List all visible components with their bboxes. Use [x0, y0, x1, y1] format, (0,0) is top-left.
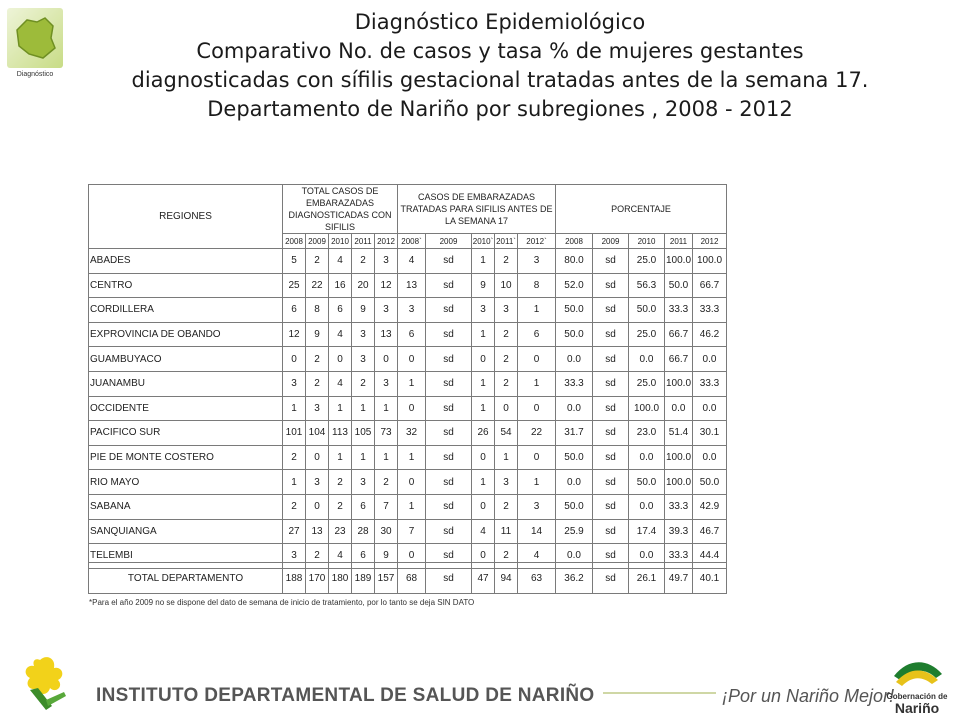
table-cell: 11 [495, 519, 518, 544]
table-cell: 3 [518, 249, 556, 274]
table-cell: sd [593, 421, 629, 446]
table-cell: 3 [283, 544, 306, 569]
table-cell: 1 [495, 445, 518, 470]
table-cell: 66.7 [665, 322, 693, 347]
table-cell: 0 [306, 494, 329, 519]
table-cell: 0 [398, 544, 426, 569]
table-cell: 17.4 [629, 519, 665, 544]
table-cell: sd [593, 347, 629, 372]
table-cell: 27 [283, 519, 306, 544]
table-cell: 3 [518, 494, 556, 519]
table-cell: 3 [375, 371, 398, 396]
table-cell: sd [426, 470, 472, 495]
table-cell: 113 [329, 421, 352, 446]
footer-slogan: ¡Por un Nariño Mejor! [716, 686, 900, 707]
table-cell: 6 [518, 322, 556, 347]
year-header: 2012 [693, 234, 727, 249]
table-cell: 9 [375, 544, 398, 569]
table-cell: 22 [306, 273, 329, 298]
table-cell: 7 [375, 494, 398, 519]
table-cell: 1 [472, 249, 495, 274]
gobernacion-logo-text: Gobernación de Nariño [886, 692, 948, 716]
total-label: TOTAL DEPARTAMENTO [89, 563, 283, 594]
table-cell: 0.0 [556, 544, 593, 569]
table-cell: 23 [329, 519, 352, 544]
table-row [89, 273, 727, 298]
diagnostico-logo [7, 8, 63, 68]
table-cell: sd [593, 273, 629, 298]
table-cell: 22 [518, 421, 556, 446]
table-row [89, 396, 727, 421]
table-cell: 3 [375, 298, 398, 323]
table-cell: 50.0 [556, 322, 593, 347]
table-cell: 3 [352, 322, 375, 347]
region-name: SANQUIANGA [89, 519, 283, 544]
table-cell: 6 [352, 544, 375, 569]
table-cell: 66.7 [665, 347, 693, 372]
table-cell: 2 [375, 470, 398, 495]
table-cell: sd [593, 322, 629, 347]
table-cell: sd [426, 298, 472, 323]
total-cell: 47 [472, 563, 495, 594]
table-cell: 0 [518, 396, 556, 421]
table-cell: 2 [495, 494, 518, 519]
table-cell: 50.0 [556, 298, 593, 323]
table-cell: 1 [472, 371, 495, 396]
total-cell: 188 [283, 563, 306, 594]
table-row [89, 322, 727, 347]
table-cell: 56.3 [629, 273, 665, 298]
table-cell: sd [426, 322, 472, 347]
region-name: RIO MAYO [89, 470, 283, 495]
total-cell: 68 [398, 563, 426, 594]
table-cell: 3 [398, 298, 426, 323]
table-cell: sd [426, 544, 472, 569]
table-cell: 1 [352, 396, 375, 421]
table-cell: 20 [352, 273, 375, 298]
table-cell: 1 [518, 298, 556, 323]
table-cell: 30.1 [693, 421, 727, 446]
table-cell: 100.0 [665, 445, 693, 470]
year-header: 2009 [593, 234, 629, 249]
year-header: 2012 [375, 234, 398, 249]
total-cell: 180 [329, 563, 352, 594]
table-cell: 10 [495, 273, 518, 298]
table-row [89, 347, 727, 372]
table-cell: 33.3 [693, 371, 727, 396]
total-cell: sd [426, 563, 472, 594]
table-cell: sd [593, 544, 629, 569]
table-cell: 1 [398, 445, 426, 470]
table-cell: 0.0 [629, 347, 665, 372]
table-cell: 66.7 [693, 273, 727, 298]
table-cell: 2 [352, 249, 375, 274]
table-cell: 3 [352, 347, 375, 372]
total-cell: 63 [518, 563, 556, 594]
table-cell: 50.0 [693, 470, 727, 495]
table-cell: 0.0 [665, 396, 693, 421]
table-cell: 3 [306, 396, 329, 421]
table-row [89, 249, 727, 274]
table-cell: 1 [329, 396, 352, 421]
table-cell: 50.0 [556, 494, 593, 519]
total-cell: 26.1 [629, 563, 665, 594]
region-name: CORDILLERA [89, 298, 283, 323]
title-line-1: Diagnóstico Epidemiológico [354, 10, 646, 34]
table-cell: 73 [375, 421, 398, 446]
table-cell: 1 [518, 470, 556, 495]
table-cell: sd [593, 519, 629, 544]
table-cell: 0.0 [556, 396, 593, 421]
table-cell: 0.0 [629, 544, 665, 569]
table-cell: 31.7 [556, 421, 593, 446]
title-line-4: Departamento de Nariño por subregiones , 2008 - 2012 [207, 97, 793, 121]
table-cell: 12 [283, 322, 306, 347]
table-cell: sd [426, 519, 472, 544]
table-cell: 2 [306, 347, 329, 372]
table-cell: 2 [495, 544, 518, 569]
table-cell: 8 [306, 298, 329, 323]
table-cell: sd [593, 371, 629, 396]
table-cell: 50.0 [556, 445, 593, 470]
table-cell: sd [593, 249, 629, 274]
table-row [89, 519, 727, 544]
total-table [88, 562, 727, 594]
table-cell: 7 [398, 519, 426, 544]
year-header: 2010 [329, 234, 352, 249]
table-cell: 6 [352, 494, 375, 519]
total-cell: 157 [375, 563, 398, 594]
table-cell: 33.3 [665, 544, 693, 569]
table-cell: 1 [472, 396, 495, 421]
table-cell: 2 [329, 494, 352, 519]
table-row [89, 445, 727, 470]
total-cell: 49.7 [665, 563, 693, 594]
flower-logo-icon [12, 650, 78, 716]
total-table-container [88, 562, 727, 594]
table-cell: 25.0 [629, 322, 665, 347]
table-cell: 25.0 [629, 249, 665, 274]
table-cell: 3 [352, 470, 375, 495]
table-cell: 33.3 [665, 298, 693, 323]
region-name: SABANA [89, 494, 283, 519]
table-cell: 4 [398, 249, 426, 274]
table-cell: sd [426, 445, 472, 470]
region-name: ABADES [89, 249, 283, 274]
table-cell: sd [426, 494, 472, 519]
table-cell: 2 [283, 494, 306, 519]
table-cell: 9 [352, 298, 375, 323]
table-cell: sd [593, 298, 629, 323]
table-cell: 52.0 [556, 273, 593, 298]
table-cell: 1 [375, 396, 398, 421]
table-cell: 1 [375, 445, 398, 470]
table-cell: 1 [283, 470, 306, 495]
table-cell: 33.3 [556, 371, 593, 396]
table-cell: 100.0 [665, 249, 693, 274]
table-cell: 1 [329, 445, 352, 470]
table-cell: sd [593, 445, 629, 470]
year-header: 2011` [495, 234, 518, 249]
table-cell: 0 [283, 347, 306, 372]
table-cell: 100.0 [665, 371, 693, 396]
table-cell: 13 [306, 519, 329, 544]
table-cell: 3 [495, 470, 518, 495]
table-cell: 101 [283, 421, 306, 446]
table-cell: 1 [398, 371, 426, 396]
table-cell: 3 [472, 298, 495, 323]
table-cell: sd [426, 371, 472, 396]
year-header: 2008` [398, 234, 426, 249]
table-cell: 25 [283, 273, 306, 298]
table-cell: 25.0 [629, 371, 665, 396]
table-row [89, 494, 727, 519]
footnote: *Para el año 2009 no se dispone del dato de semana de inicio de tratamiento, por lo tanto se deja SIN DATO [89, 598, 475, 607]
table-cell: sd [593, 470, 629, 495]
table-cell: 2 [495, 322, 518, 347]
table-row [89, 298, 727, 323]
table-cell: 0 [518, 445, 556, 470]
table-cell: 6 [329, 298, 352, 323]
year-header: 2012` [518, 234, 556, 249]
table-cell: sd [426, 396, 472, 421]
table-cell: 50.0 [665, 273, 693, 298]
table-cell: 14 [518, 519, 556, 544]
region-name: OCCIDENTE [89, 396, 283, 421]
table-cell: 1 [472, 322, 495, 347]
table-cell: 51.4 [665, 421, 693, 446]
table-cell: 46.2 [693, 322, 727, 347]
table-cell: 6 [283, 298, 306, 323]
header-total-cases: TOTAL CASOS DE EMBARAZADAS DIAGNOSTICADAS CON SIFILIS [283, 185, 398, 234]
table-cell: 33.3 [693, 298, 727, 323]
header-percentage: PORCENTAJE [556, 185, 727, 234]
table-cell: 0 [375, 347, 398, 372]
region-name: PACIFICO SUR [89, 421, 283, 446]
total-cell: sd [593, 563, 629, 594]
table-cell: 0 [398, 470, 426, 495]
table-cell: 4 [518, 544, 556, 569]
table-cell: 2 [495, 347, 518, 372]
region-name: PIE DE MONTE COSTERO [89, 445, 283, 470]
table-cell: 100.0 [693, 249, 727, 274]
table-cell: sd [426, 249, 472, 274]
region-name: TELEMBI [89, 544, 283, 569]
region-name: GUAMBUYACO [89, 347, 283, 372]
table-cell: 2 [352, 371, 375, 396]
table-cell: sd [593, 396, 629, 421]
table-cell: 26 [472, 421, 495, 446]
table-cell: sd [593, 494, 629, 519]
table-cell: 0 [495, 396, 518, 421]
table-cell: 1 [283, 396, 306, 421]
table-cell: 80.0 [556, 249, 593, 274]
table-cell: 0 [329, 347, 352, 372]
table-cell: 100.0 [665, 470, 693, 495]
table-cell: 16 [329, 273, 352, 298]
table-row [89, 470, 727, 495]
table-cell: sd [426, 347, 472, 372]
table-cell: 33.3 [665, 494, 693, 519]
table-cell: 104 [306, 421, 329, 446]
year-header: 2011 [665, 234, 693, 249]
table-cell: 0 [398, 396, 426, 421]
table-row [89, 421, 727, 446]
year-header: 2008 [283, 234, 306, 249]
table-cell: 1 [472, 470, 495, 495]
table-cell: sd [426, 273, 472, 298]
region-name: CENTRO [89, 273, 283, 298]
table-cell: 0.0 [629, 445, 665, 470]
table-cell: 1 [352, 445, 375, 470]
table-cell: 2 [283, 445, 306, 470]
region-name: JUANAMBU [89, 371, 283, 396]
table-cell: 4 [329, 371, 352, 396]
table-cell: 0.0 [693, 396, 727, 421]
logo-caption: Diagnóstico [16, 71, 54, 78]
table-cell: 23.0 [629, 421, 665, 446]
table-cell: 3 [495, 298, 518, 323]
table-cell: 50.0 [629, 298, 665, 323]
table-cell: 2 [495, 371, 518, 396]
table-cell: 5 [283, 249, 306, 274]
table-cell: 0 [306, 445, 329, 470]
header-treated-cases: CASOS DE EMBARAZADAS TRATADAS PARA SIFILIS ANTES DE LA SEMANA 17 [398, 185, 556, 234]
table-cell: 3 [375, 249, 398, 274]
region-name: EXPROVINCIA DE OBANDO [89, 322, 283, 347]
table-cell: 0 [398, 347, 426, 372]
total-cell: 170 [306, 563, 329, 594]
table-cell: 50.0 [629, 470, 665, 495]
table-cell: 1 [398, 494, 426, 519]
table-cell: 4 [329, 544, 352, 569]
table-cell: 0.0 [556, 470, 593, 495]
year-header: 2010` [472, 234, 495, 249]
table-cell: 0 [472, 494, 495, 519]
cases-table-container [88, 184, 727, 569]
table-cell: 0.0 [693, 347, 727, 372]
table-cell: 54 [495, 421, 518, 446]
footer [0, 648, 960, 720]
table-cell: 39.3 [665, 519, 693, 544]
table-cell: 100.0 [629, 396, 665, 421]
table-cell: 0 [472, 445, 495, 470]
header-regions: REGIONES [89, 185, 283, 249]
table-cell: 8 [518, 273, 556, 298]
table-cell: 6 [398, 322, 426, 347]
total-cell: 189 [352, 563, 375, 594]
table-cell: 42.9 [693, 494, 727, 519]
table-cell: 13 [375, 322, 398, 347]
table-cell: 28 [352, 519, 375, 544]
table-cell: 32 [398, 421, 426, 446]
table-cell: 1 [518, 371, 556, 396]
total-cell: 36.2 [556, 563, 593, 594]
title-line-3: diagnosticadas con sífilis gestacional tratadas antes de la semana 17. [131, 68, 869, 92]
total-cell: 94 [495, 563, 518, 594]
table-cell: 4 [329, 322, 352, 347]
table-cell: 0.0 [629, 494, 665, 519]
total-cell: 40.1 [693, 563, 727, 594]
page-title [60, 8, 940, 124]
table-body [89, 249, 727, 569]
year-header: 2009 [306, 234, 329, 249]
table-cell: 2 [306, 371, 329, 396]
table-cell: 0 [472, 544, 495, 569]
table-cell: 30 [375, 519, 398, 544]
table-cell: 105 [352, 421, 375, 446]
table-cell: 13 [398, 273, 426, 298]
table-cell: 0 [472, 347, 495, 372]
year-header: 2009 [426, 234, 472, 249]
table-cell: 3 [283, 371, 306, 396]
table-cell: 3 [306, 470, 329, 495]
table-cell: 2 [306, 544, 329, 569]
table-cell: 2 [306, 249, 329, 274]
table-cell: 0.0 [556, 347, 593, 372]
table-row [89, 371, 727, 396]
table-cell: 9 [472, 273, 495, 298]
year-header: 2008 [556, 234, 593, 249]
table-cell: sd [426, 421, 472, 446]
table-cell: 12 [375, 273, 398, 298]
table-cell: 46.7 [693, 519, 727, 544]
table-cell: 44.4 [693, 544, 727, 569]
cases-table [88, 184, 727, 569]
year-header: 2010 [629, 234, 665, 249]
total-row [89, 563, 727, 594]
table-cell: 25.9 [556, 519, 593, 544]
title-line-2: Comparativo No. de casos y tasa % de mujeres gestantes [196, 39, 804, 63]
table-cell: 2 [495, 249, 518, 274]
table-cell: 0.0 [693, 445, 727, 470]
table-cell: 4 [472, 519, 495, 544]
table-cell: 2 [329, 470, 352, 495]
table-cell: 4 [329, 249, 352, 274]
year-header: 2011 [352, 234, 375, 249]
table-cell: 9 [306, 322, 329, 347]
footer-organization: INSTITUTO DEPARTAMENTAL DE SALUD DE NARIÑO [96, 685, 603, 707]
table-cell: 0 [518, 347, 556, 372]
